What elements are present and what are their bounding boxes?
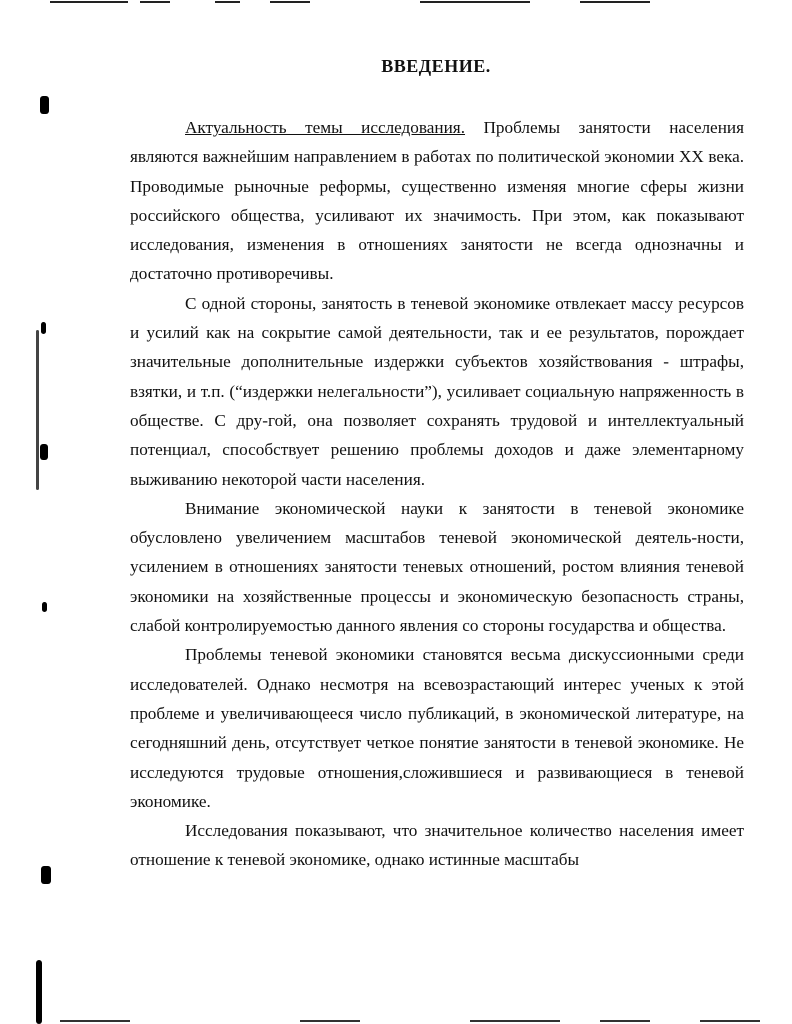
- binding-mark: [36, 330, 39, 490]
- scan-top-artifact: [0, 0, 792, 6]
- paragraph: С одной стороны, занятость в теневой экономике отвлекает массу ресурсов и усилий как на сокрытие самой деятельности, так и ее результатов, порождает значительные дополнительные издержки субъектов хозяйствования - штрафы, взятки, и т.п. (“издержки нелегальности”), усиливает социальную напряженность в обществе. С дру-гой, она позволяет сохранять трудовой и интеллектуальный потенциал, способствует решению проблемы доходов и даже элементарному выживанию некоторой части населения.: [130, 293, 744, 489]
- scan-bottom-artifact: [0, 1018, 792, 1024]
- binding-mark: [41, 866, 51, 884]
- binding-mark: [42, 602, 47, 612]
- paragraph: Проблемы теневой экономики становятся весьма дискуссионными среди исследователей. Однако несмотря на всевозрастающий интерес ученых к этой проблеме и увеличивающееся число публикаций, в экономической литературе, на сегодняшний день, отсутствует четкое понятие занятости в теневой экономике. Не исследуются трудовые отношения,сложившиеся и развивающиеся в теневой экономике.: [130, 645, 744, 811]
- paragraph: Исследования показывают, что значительное количество населения имеет отношение к теневой экономике, однако истинные масштабы: [130, 821, 744, 870]
- binding-mark: [40, 444, 48, 460]
- paragraph: [130, 113, 744, 289]
- paragraph-lead: Актуальность темы исследования.: [185, 118, 466, 137]
- binding-mark: [36, 960, 42, 1024]
- binding-mark: [41, 322, 46, 334]
- paragraph: Внимание экономической науки к занятости в теневой экономике обусловлено увеличением масштабов теневой экономической деятель-ности, усилением в отношениях занятости теневых отношений, ростом влияния теневой экономики на хозяйственные процессы и экономическую безопасность страны, слабой контролируемостью данного явления со стороны государства и общества.: [130, 498, 744, 636]
- page-title: ВВЕДЕНИЕ.: [381, 56, 491, 76]
- binding-mark: [40, 96, 49, 114]
- paragraph-text: Проблемы занятости населения являются важнейшим направлением в работах по политической экономии XX века. Проводимые рыночные реформы, существенно изменяя многие сферы жизни российского общества, усиливают их значимость. При этом, как показывают исследования, изменения в отношениях занятости не всегда однозначны и достаточно противоречивы.: [130, 118, 744, 284]
- body-text: [130, 113, 744, 875]
